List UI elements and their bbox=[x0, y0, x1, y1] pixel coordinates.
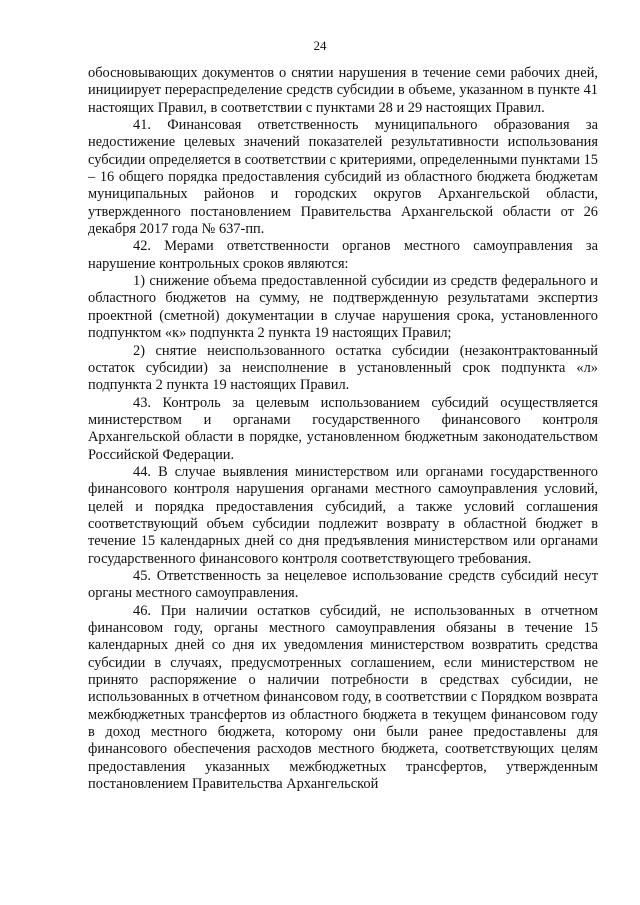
paragraph-45: 45. Ответственность за нецелевое использование средств субсидий несут органы местного самоуправления. bbox=[88, 567, 598, 602]
paragraph-continuation: обосновывающих документов о снятии нарушения в течение семи рабочих дней, инициирует перераспределение средств субсидии в объеме, указанном в пункте 41 настоящих Правил, в соответствии с пунктами 28 и 29 настоящих Правил. bbox=[88, 65, 598, 116]
paragraph-44: 44. В случае выявления министерством или органами государственного финансового контроля нарушения органами местного самоуправления условий, целей и порядка предоставления субсидий, а также условий соглашения соответствующий объем субсидии подлежит возврату в областной бюджет в течение 15 календарных дней со дня предъявления министерством или органами государственного финансового контроля соответствующего требования. bbox=[88, 463, 598, 567]
paragraph-42-item-1: 1) снижение объема предоставленной субсидии из средств федерального и областного бюджетов на сумму, не подтвержденную результатами экспертиз проектной (сметной) документации в случае нарушения срока, установленного подпунктом «к» подпункта 2 пункта 19 настоящих Правил; bbox=[88, 273, 598, 342]
paragraph-41: 41. Финансовая ответственность муниципального образования за недостижение целевых значений показателей результативности использования субсидии определяется в соответствии с критериями, определенными пунктами 15 – 16 общего порядка предоставления субсидий из областного бюджета бюджетам муниципальных районов и городских округов Архангельской области, утвержденного постановлением Правительства Архангельской области от 26 декабря 2017 года № 637-пп. bbox=[88, 117, 598, 238]
page-number: 24 bbox=[313, 38, 327, 53]
body-text bbox=[88, 65, 598, 793]
paragraph-42: 42. Мерами ответственности органов местного самоуправления за нарушение контрольных сроков являются: bbox=[88, 238, 598, 272]
paragraph-46: 46. При наличии остатков субсидий, не использованных в отчетном финансовом году, органы местного самоуправления обязаны в течение 15 календарных дней со дня их уведомления министерством возвратить средства субсидии в случаях, предусмотренных соглашением, если министерством не принято распоряжение о наличии потребности в средствах субсидии, не использованных в отчетном финансовом году, в соответствии с Порядком возврата межбюджетных трансфертов из областного бюджета в текущем финансовом году в доход местного бюджета, которому они были ранее предоставлены для финансового обеспечения расходов местного бюджета, соответствующих целям предоставления указанных межбюджетных трансфертов, утвержденным постановлением Правительства Архангельской bbox=[88, 602, 598, 793]
paragraph-42-item-2: 2) снятие неиспользованного остатка субсидии (незаконтрактованный остаток субсидии) за неисполнение в установленный срок подпункта «л» подпункта 2 пункта 19 настоящих Правил. bbox=[88, 342, 598, 394]
paragraph-43: 43. Контроль за целевым использованием субсидий осуществляется министерством и органами государственного финансового контроля Архангельской области в порядке, установленном бюджетным законодательством Российской Федерации. bbox=[88, 394, 598, 463]
